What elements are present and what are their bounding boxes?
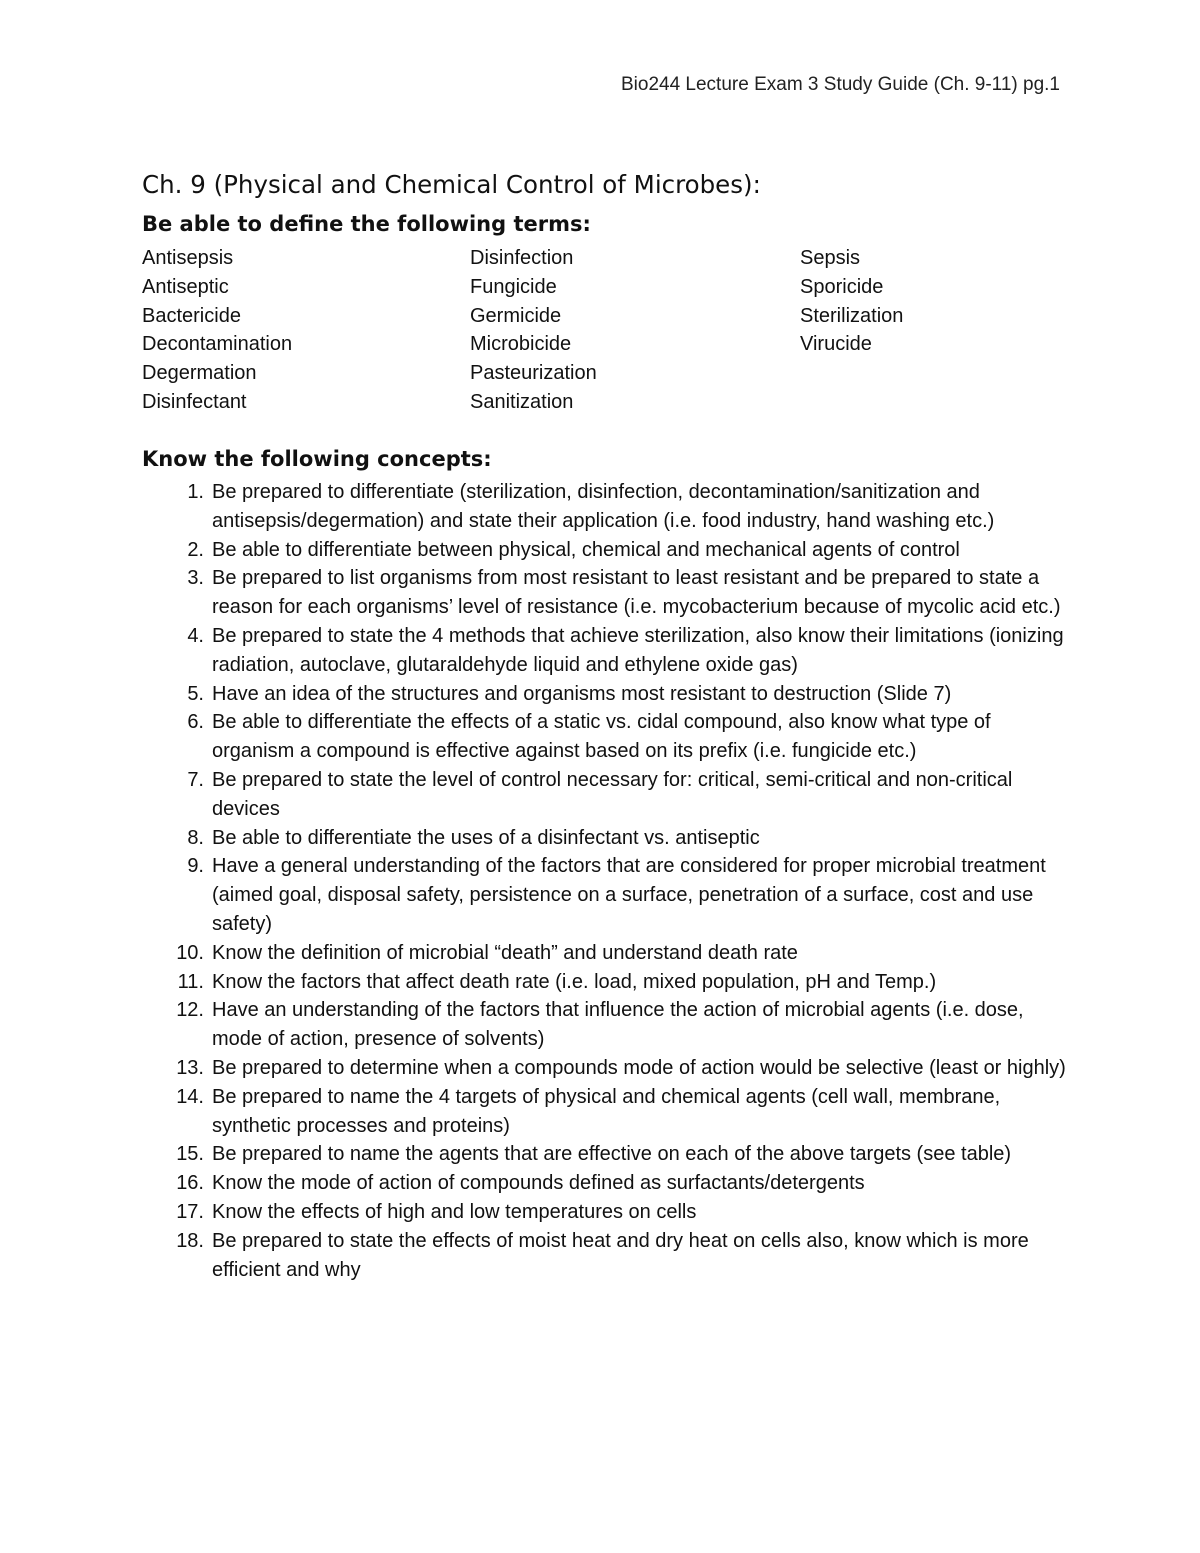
concept-number: 11.: [177, 970, 204, 993]
term: Antisepsis: [142, 247, 234, 269]
concept-text: Have an understanding of the factors that influence the action of microbial agents (i.e. dose, mode of action, presence of solvents): [212, 999, 1024, 1051]
concept-text: Be able to differentiate between physical, chemical and mechanical agents of control: [212, 538, 960, 561]
concept-text: Be prepared to state the 4 methods that achieve sterilization, also know their limitations (ionizing radiation, autoclave, glutaraldehyde liquid and ethylene oxide gas): [212, 624, 1064, 676]
concept-item: [142, 478, 1072, 536]
concept-number: 15.: [176, 1143, 204, 1166]
term: Sterilization: [800, 304, 904, 327]
concept-number: 7.: [187, 768, 204, 791]
concepts-heading: Know the following concepts:: [142, 447, 492, 471]
concepts-list: [142, 478, 1072, 1284]
terms-column-3: [800, 244, 903, 359]
concept-text: Be able to differentiate the uses of a disinfectant vs. antiseptic: [212, 826, 760, 849]
concept-number: 16.: [176, 1172, 204, 1195]
concept-item: [142, 766, 1072, 824]
terms-heading: Be able to define the following terms:: [142, 212, 591, 236]
term: Virucide: [800, 333, 872, 356]
terms-column-1: [142, 244, 292, 417]
concept-text: Be able to differentiate the effects of a static vs. cidal compound, also know what type of organism a compound is effective against based on its prefix (i.e. fungicide etc.): [212, 711, 991, 763]
concept-item: [142, 939, 1072, 968]
concept-item: [142, 1227, 1072, 1285]
term: Germicide: [470, 304, 562, 327]
term: Degermation: [142, 362, 257, 385]
concept-item: [142, 564, 1072, 622]
concept-item: [142, 996, 1072, 1054]
concept-item: [142, 1198, 1072, 1227]
concept-text: Be prepared to determine when a compounds mode of action would be selective (least or highly): [212, 1056, 1066, 1079]
term: Disinfectant: [142, 390, 247, 413]
concept-number: 9.: [187, 855, 204, 878]
concept-text: Be prepared to state the effects of moist heat and dry heat on cells also, know which is more efficient and why: [212, 1229, 1029, 1281]
term: Disinfection: [470, 247, 574, 269]
concept-number: 14.: [176, 1085, 204, 1108]
concept-number: 4.: [187, 624, 204, 647]
concept-number: 6.: [187, 711, 204, 734]
concept-text: Be prepared to list organisms from most resistant to least resistant and be prepared to state a reason for each organisms’ level of resistance (i.e. mycobacterium because of mycolic acid etc.): [212, 567, 1061, 619]
concept-text: Have an idea of the structures and organisms most resistant to destruction (Slide 7): [212, 682, 952, 705]
concept-text: Be prepared to name the 4 targets of physical and chemical agents (cell wall, membrane, synthetic processes and proteins): [212, 1085, 1001, 1137]
concept-number: 8.: [187, 826, 204, 849]
concept-number: 1.: [187, 481, 204, 503]
term: Sepsis: [800, 247, 861, 269]
concept-text: Know the mode of action of compounds defined as surfactants/detergents: [212, 1172, 865, 1195]
term: Decontamination: [142, 333, 293, 356]
concept-text: Have a general understanding of the factors that are considered for proper microbial treatment (aimed goal, disposal safety, persistence on a surface, penetration of a surface, cost and use safety): [212, 855, 1046, 935]
concept-item: [142, 968, 1072, 997]
concept-text: Know the effects of high and low temperatures on cells: [212, 1200, 697, 1223]
term: Pasteurization: [470, 362, 597, 385]
concept-item: [142, 536, 1072, 565]
concept-item: [142, 824, 1072, 853]
concept-number: 3.: [187, 567, 204, 590]
concept-text: Know the factors that affect death rate (i.e. load, mixed population, pH and Temp.): [212, 970, 937, 993]
concept-number: 18.: [176, 1229, 204, 1252]
term: Sanitization: [470, 390, 574, 413]
concept-number: 17.: [176, 1200, 204, 1223]
concept-number: 2.: [187, 538, 204, 561]
concept-item: [142, 622, 1072, 680]
concept-text: Be prepared to state the level of control necessary for: critical, semi-critical and non-critical devices: [212, 768, 1013, 820]
term: Bactericide: [142, 304, 241, 327]
concept-item: [142, 1083, 1072, 1141]
term: Antiseptic: [142, 275, 229, 298]
concept-number: 13.: [176, 1056, 204, 1079]
term: Microbicide: [470, 333, 572, 356]
concept-number: 10.: [176, 941, 204, 964]
concept-item: [142, 1054, 1072, 1083]
concept-item: [142, 708, 1072, 766]
term: Fungicide: [470, 275, 557, 298]
concept-number: 5.: [187, 682, 204, 705]
concept-text: Know the definition of microbial “death” and understand death rate: [212, 941, 798, 964]
page-header: Bio244 Lecture Exam 3 Study Guide (Ch. 9-11) pg.1: [620, 74, 1060, 95]
concept-item: [142, 852, 1072, 938]
concept-item: [142, 680, 1072, 709]
terms-column-2: [470, 244, 597, 417]
concept-text: Be prepared to differentiate (sterilization, disinfection, decontamination/sanitization and antisepsis/degermation) and state their application (i.e. food industry, hand washing etc.): [212, 481, 995, 532]
concept-text: Be prepared to name the agents that are effective on each of the above targets (see table): [212, 1143, 1012, 1166]
term: Sporicide: [800, 275, 884, 298]
concept-item: [142, 1140, 1072, 1169]
concept-number: 12.: [176, 999, 204, 1022]
chapter-title: Ch. 9 (Physical and Chemical Control of Microbes):: [142, 170, 761, 199]
concept-item: [142, 1169, 1072, 1198]
